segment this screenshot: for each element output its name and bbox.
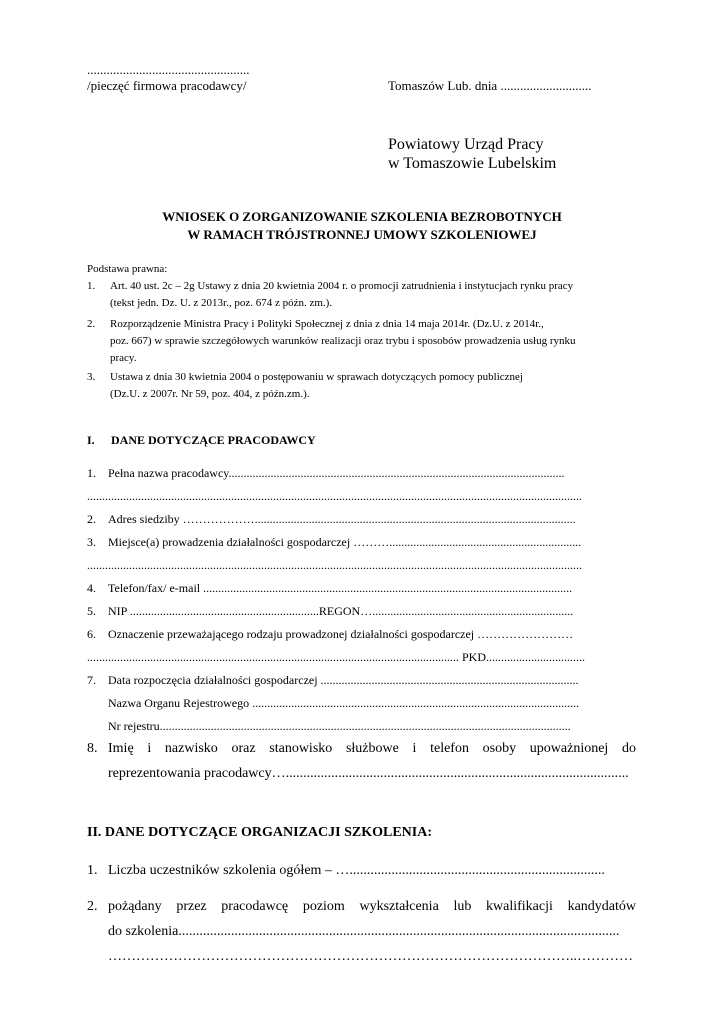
field-num: 7.	[87, 673, 96, 687]
field-num: 6.	[87, 627, 96, 641]
field-register-number: Nr rejestru.........................................................................................................................................	[108, 719, 571, 733]
field-representative-cont: reprezentowania pracodawcy…..................................................................................................	[108, 766, 629, 781]
legal-item-line: Rozporządzenie Ministra Pracy i Polityki Społecznej z dnia z dnia 14 maja 2014r. (Dz.U. z 2014r.,	[110, 318, 544, 330]
legal-item-line: (tekst jedn. Dz. U. z 2013r., poz. 674 z późn. zm.).	[110, 297, 333, 309]
recipient-line1: Powiatowy Urząd Pracy	[388, 136, 544, 153]
field-register-authority: Nazwa Organu Rejestrowego .............................................................................................................	[108, 696, 580, 710]
field-num: 5.	[87, 604, 96, 618]
legal-item-line: poz. 667) w sprawie szczegółowych warunków realizacji oraz trybu i sposobów prowadzenia usług rynku	[110, 335, 576, 347]
field-seat-address: Adres siedziby ………………...........................................................................................................	[108, 512, 576, 526]
field-num: 8.	[87, 741, 98, 756]
field-num: 1.	[87, 466, 96, 480]
field-num: 1.	[87, 863, 98, 878]
field-education-level-cont2: ………………………………………………………………………………………..…………	[108, 949, 633, 964]
legal-item-line: pracy.	[110, 352, 137, 364]
section1-heading: DANE DOTYCZĄCE PRACODAWCY	[111, 433, 316, 447]
field-start-date: Data rozpoczęcia działalności gospodarczej ......................................................................................	[108, 673, 579, 687]
field-participant-count: Liczba uczestników szkolenia ogółem – ….........................................................................	[108, 863, 605, 878]
field-num: 3.	[87, 535, 96, 549]
legal-item-num: 2.	[87, 318, 96, 330]
field-education-level: pożądany przez pracodawcę poziom wykształcenia lub kwalifikacji kandydatów	[108, 899, 636, 914]
section1-num: I.	[87, 433, 95, 447]
field-employer-name: Pełna nazwa pracodawcy................................................................................................................	[108, 466, 565, 480]
legal-item-line: (Dz.U. z 2007r. Nr 59, poz. 404, z późn.zm.).	[110, 388, 310, 400]
field-business-place: Miejsce(a) prowadzenia działalności gospodarczej ………................................................................	[108, 535, 582, 549]
field-representative: Imię i nazwisko oraz stanowisko służbowe i telefon osoby upoważnionej do	[108, 741, 636, 756]
place-date: Tomaszów Lub. dnia ............................	[388, 78, 592, 93]
section2-heading: II. DANE DOTYCZĄCE ORGANIZACJI SZKOLENIA:	[87, 825, 432, 840]
field-num: 4.	[87, 581, 96, 595]
legal-item-line: Art. 40 ust. 2c – 2g Ustawy z dnia 20 kwietnia 2004 r. o promocji zatrudnienia i instytucjach rynku pracy	[110, 280, 574, 292]
stamp-dots: ..................................................	[87, 62, 250, 77]
recipient-line2: w Tomaszowie Lubelskim	[388, 155, 557, 172]
field-nip-regon: NIP ...............................................................REGON…...................................................................	[108, 604, 574, 618]
field-num: 2.	[87, 899, 98, 914]
field-education-level-cont: do szkolenia..............................................................................................................................	[108, 924, 620, 939]
field-business-place-cont: .....................................................................................................................................................................	[87, 558, 582, 572]
legal-item-num: 1.	[87, 280, 96, 292]
field-employer-name-cont: .....................................................................................................................................................................	[87, 489, 582, 503]
stamp-label: /pieczęć firmowa pracodawcy/	[87, 78, 247, 93]
legal-item-line: Ustawa z dnia 30 kwietnia 2004 o postępowaniu w sprawach dotyczących pomocy publicznej	[110, 371, 523, 383]
field-main-activity: Oznaczenie przeważającego rodzaju prowadzonej działalności gospodarczej ……………………	[108, 627, 574, 641]
title-line2: W RAMACH TRÓJSTRONNEJ UMOWY SZKOLENIOWEJ	[187, 227, 537, 242]
field-num: 2.	[87, 512, 96, 526]
legal-item-num: 3.	[87, 371, 96, 383]
field-phone-fax-email: Telefon/fax/ e-mail ...........................................................................................................................	[108, 581, 573, 595]
title-line1: WNIOSEK O ZORGANIZOWANIE SZKOLENIA BEZROBOTNYCH	[162, 209, 562, 224]
legal-basis-heading: Podstawa prawna:	[87, 263, 168, 275]
field-pkd: ............................................................................................................................ PKD.................................	[87, 650, 586, 664]
